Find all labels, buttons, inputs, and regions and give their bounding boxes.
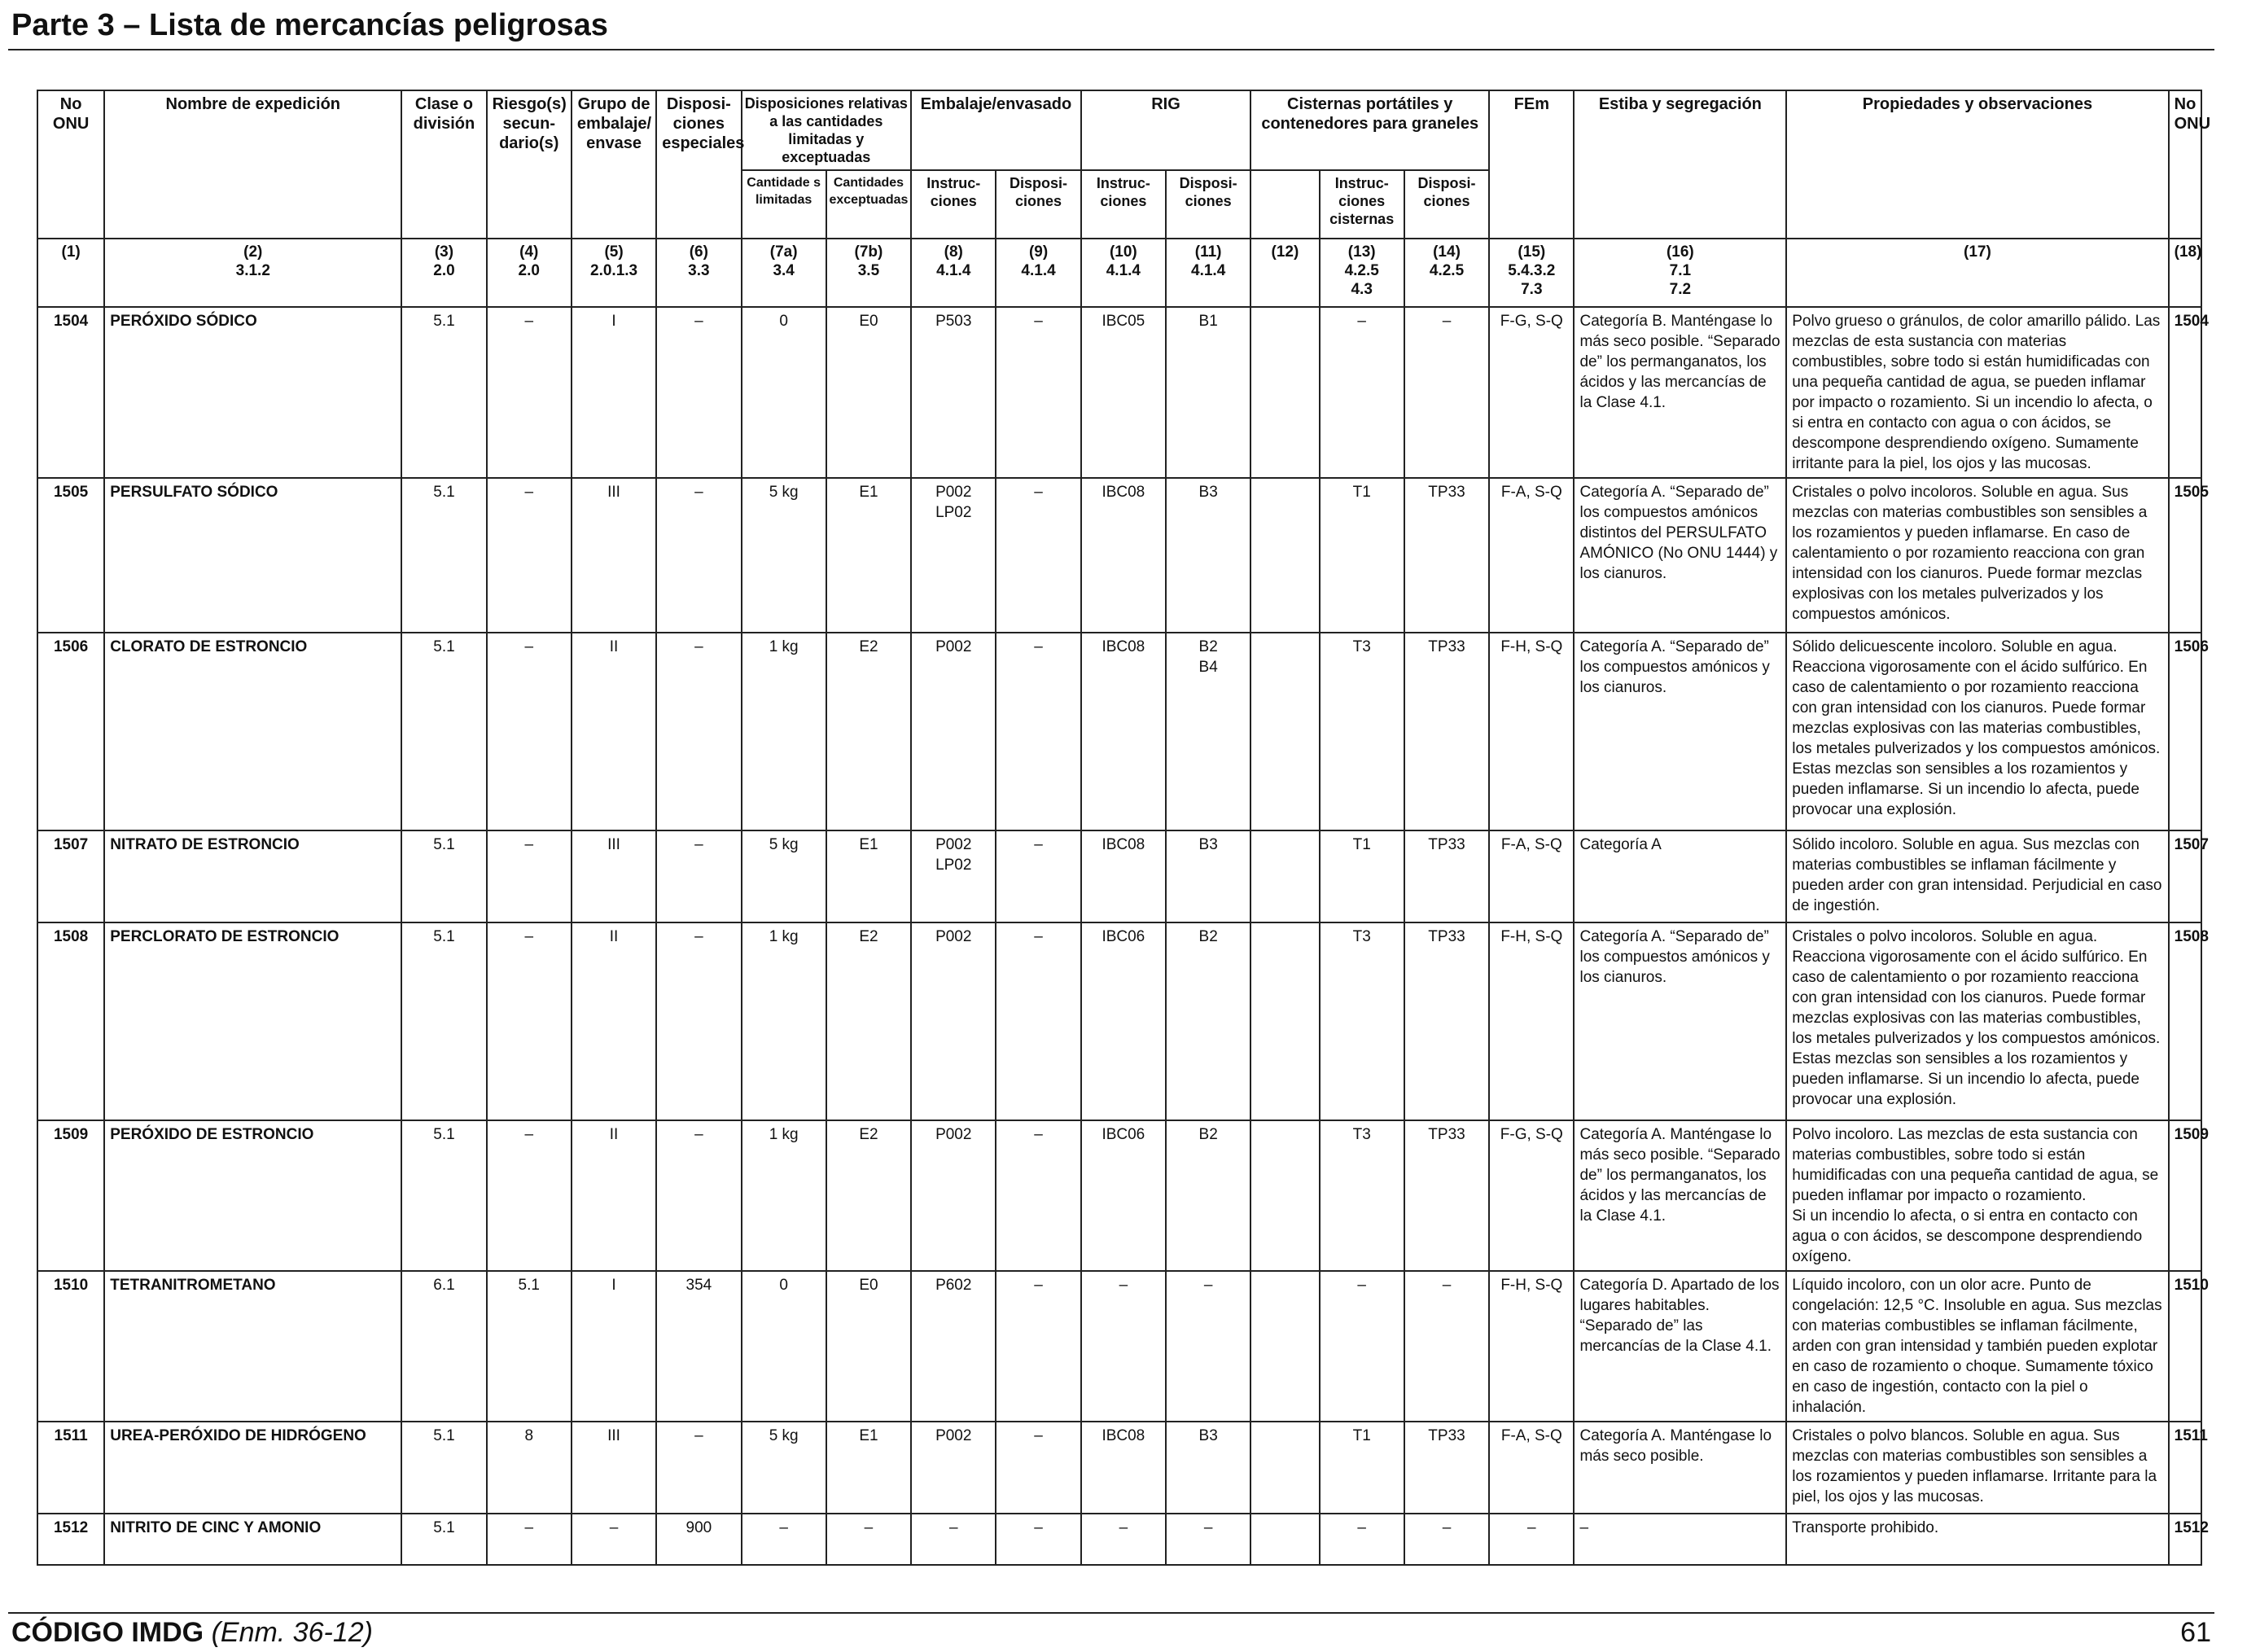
properties-observations-cell: Polvo grueso o gránulos, de color amarillo pálido. Las mezclas de esta sustancia con materias combustibles, sobre todo si están humidificadas con una pequeña cantidad de agua, se pueden inflamar por impacto o rozamiento. Si un incendio lo afecta, o si entra en contacto con agua o con ácidos, se descompone desprendiendo oxígeno. Sumamente irritante para la piel, los ojos y las mucosas. (1786, 307, 2168, 478)
column-reference-cell: (9) 4.1.4 (996, 239, 1080, 307)
properties-observations-cell: Sólido incoloro. Soluble en agua. Sus mezclas con materias combustibles se inflaman fácilmente y pueden arder con gran intensidad. Perjudicial en caso de ingestión. (1786, 830, 2168, 922)
packing-instruction-cell: P002 (911, 922, 996, 1120)
class-cell: 5.1 (401, 307, 486, 478)
table-row (37, 1422, 2201, 1514)
packing-group-cell: III (572, 1422, 656, 1514)
column-reference-cell: (8) 4.1.4 (911, 239, 996, 307)
ems-cell: F-A, S-Q (1489, 830, 1574, 922)
col-header-subsidiary-risk: Riesgo(s) secun-dario(s) (487, 90, 572, 239)
proper-shipping-name-cell: TETRANITROMETANO (104, 1271, 401, 1422)
column-12-cell (1250, 1271, 1319, 1422)
packing-provision-cell: – (996, 922, 1080, 1120)
column-reference-cell: (12) (1250, 239, 1319, 307)
packing-group-cell: II (572, 633, 656, 830)
packing-instruction-cell: P002 LP02 (911, 478, 996, 633)
page-title: Parte 3 – Lista de mercancías peligrosas (11, 8, 608, 42)
column-reference-cell: (13) 4.2.5 4.3 (1320, 239, 1404, 307)
subsidiary-risk-cell: – (487, 1120, 572, 1271)
packing-instruction-cell: P503 (911, 307, 996, 478)
excepted-quantity-cell: E1 (826, 830, 911, 922)
tank-provision-cell: TP33 (1404, 633, 1489, 830)
col-header-proper-name: Nombre de expedición (104, 90, 401, 239)
excepted-quantity-cell: E0 (826, 1271, 911, 1422)
column-12-cell (1250, 1120, 1319, 1271)
proper-shipping-name-cell: NITRITO DE CINC Y AMONIO (104, 1514, 401, 1565)
properties-observations-cell: Líquido incoloro, con un olor acre. Punto de congelación: 12,5 °C. Insoluble en agua. Sus mezclas con materias combustibles se inflaman fácilmente, arden con gran intensidad y también pueden explotar en caso de rozamiento o choque. Sumamente tóxico en caso de ingestión, contacto con la piel o inhalación. (1786, 1271, 2168, 1422)
ibc-instruction-cell: IBC06 (1081, 1120, 1166, 1271)
col-header-ibc: RIG (1081, 90, 1251, 170)
ibc-provision-cell: – (1166, 1514, 1250, 1565)
un-number-right-cell: 1510 (2169, 1271, 2201, 1422)
packing-group-cell: II (572, 922, 656, 1120)
class-cell: 5.1 (401, 478, 486, 633)
column-reference-cell: (5) 2.0.1.3 (572, 239, 656, 307)
tank-provision-cell: – (1404, 307, 1489, 478)
table-row (37, 830, 2201, 922)
footer-amendment: (Enm. 36-12) (211, 1617, 373, 1648)
stowage-segregation-cell: Categoría A. Manténgase lo más seco posible. “Separado de” los permanganatos, los ácidos y las mercancías de la Clase 4.1. (1574, 1120, 1786, 1271)
special-provisions-cell: 354 (656, 1271, 741, 1422)
col-header-tanks: Cisternas portátiles y contenedores para graneles (1250, 90, 1489, 170)
ems-cell: F-H, S-Q (1489, 633, 1574, 830)
ibc-provision-cell: B3 (1166, 1422, 1250, 1514)
column-reference-cell: (2) 3.1.2 (104, 239, 401, 307)
stowage-segregation-cell: Categoría A. “Separado de” los compuestos amónicos y los cianuros. (1574, 633, 1786, 830)
col-header-stowage: Estiba y segregación (1574, 90, 1786, 239)
column-reference-cell: (18) (2169, 239, 2201, 307)
proper-shipping-name-cell: NITRATO DE ESTRONCIO (104, 830, 401, 922)
col-header-packing-instructions: Instruc-ciones (911, 170, 996, 239)
tank-provision-cell: – (1404, 1514, 1489, 1565)
packing-group-cell: III (572, 830, 656, 922)
tank-instruction-cell: T1 (1320, 830, 1404, 922)
ems-cell: F-G, S-Q (1489, 1120, 1574, 1271)
stowage-segregation-cell: Categoría A (1574, 830, 1786, 922)
un-number-cell: 1508 (37, 922, 104, 1120)
class-cell: 5.1 (401, 633, 486, 830)
packing-provision-cell: – (996, 307, 1080, 478)
subsidiary-risk-cell: – (487, 478, 572, 633)
column-12-cell (1250, 830, 1319, 922)
column-reference-cell: (14) 4.2.5 (1404, 239, 1489, 307)
ems-cell: F-H, S-Q (1489, 1271, 1574, 1422)
un-number-cell: 1512 (37, 1514, 104, 1565)
table-row (37, 1514, 2201, 1565)
un-number-right-cell: 1507 (2169, 830, 2201, 922)
un-number-cell: 1509 (37, 1120, 104, 1271)
ibc-instruction-cell: IBC08 (1081, 830, 1166, 922)
stowage-segregation-cell: – (1574, 1514, 1786, 1565)
subsidiary-risk-cell: – (487, 633, 572, 830)
packing-provision-cell: – (996, 1120, 1080, 1271)
class-cell: 5.1 (401, 1422, 486, 1514)
table-row (37, 633, 2201, 830)
un-number-right-cell: 1508 (2169, 922, 2201, 1120)
column-reference-cell: (11) 4.1.4 (1166, 239, 1250, 307)
title-rule (8, 49, 2214, 50)
limited-quantity-cell: 1 kg (742, 633, 826, 830)
column-reference-cell: (17) (1786, 239, 2168, 307)
excepted-quantity-cell: E2 (826, 922, 911, 1120)
un-number-cell: 1506 (37, 633, 104, 830)
limited-quantity-cell: – (742, 1514, 826, 1565)
class-cell: 5.1 (401, 830, 486, 922)
limited-quantity-cell: 5 kg (742, 830, 826, 922)
col-header-special-provisions: Disposi-ciones especiales (656, 90, 741, 239)
tank-provision-cell: TP33 (1404, 830, 1489, 922)
ems-cell: F-A, S-Q (1489, 1422, 1574, 1514)
tank-instruction-cell: T3 (1320, 633, 1404, 830)
ibc-instruction-cell: IBC08 (1081, 1422, 1166, 1514)
ibc-instruction-cell: IBC08 (1081, 633, 1166, 830)
special-provisions-cell: – (656, 1422, 741, 1514)
column-12-cell (1250, 478, 1319, 633)
ibc-instruction-cell: IBC06 (1081, 922, 1166, 1120)
excepted-quantity-cell: E1 (826, 1422, 911, 1514)
tank-instruction-cell: T3 (1320, 1120, 1404, 1271)
col-header-ibc-instructions: Instruc-ciones (1081, 170, 1166, 239)
col-header-tank-instructions: Instruc-ciones cisternas (1320, 170, 1404, 239)
table-row (37, 922, 2201, 1120)
special-provisions-cell: – (656, 830, 741, 922)
packing-group-cell: I (572, 1271, 656, 1422)
ibc-provision-cell: B2 (1166, 1120, 1250, 1271)
column-reference-cell: (3) 2.0 (401, 239, 486, 307)
limited-quantity-cell: 0 (742, 1271, 826, 1422)
tank-instruction-cell: – (1320, 1514, 1404, 1565)
column-reference-cell: (15) 5.4.3.2 7.3 (1489, 239, 1574, 307)
column-reference-cell: (6) 3.3 (656, 239, 741, 307)
ibc-provision-cell: B2 (1166, 922, 1250, 1120)
col-header-packing-provisions: Disposi-ciones (996, 170, 1080, 239)
ibc-instruction-cell: IBC05 (1081, 307, 1166, 478)
col-header-tank-provisions: Disposi-ciones (1404, 170, 1489, 239)
properties-observations-cell: Transporte prohibido. (1786, 1514, 2168, 1565)
column-12-cell (1250, 307, 1319, 478)
un-number-right-cell: 1504 (2169, 307, 2201, 478)
ibc-provision-cell: B3 (1166, 478, 1250, 633)
col-header-properties: Propiedades y observaciones (1786, 90, 2168, 239)
un-number-right-cell: 1512 (2169, 1514, 2201, 1565)
limited-quantity-cell: 1 kg (742, 922, 826, 1120)
excepted-quantity-cell: E1 (826, 478, 911, 633)
class-cell: 5.1 (401, 922, 486, 1120)
col-header-un-no-right: No ONU (2169, 90, 2201, 239)
un-number-cell: 1511 (37, 1422, 104, 1514)
tank-provision-cell: TP33 (1404, 478, 1489, 633)
properties-observations-cell: Polvo incoloro. Las mezclas de esta sustancia con materias combustibles, sobre todo si están humidificadas con una pequeña cantidad de agua, se pueden inflamar por impacto o rozamiento. Si un incendio lo afecta, o si entra en contacto con agua o con ácidos, se descompone desprendiendo oxígeno. (1786, 1120, 2168, 1271)
tank-instruction-cell: T1 (1320, 478, 1404, 633)
packing-group-cell: I (572, 307, 656, 478)
tank-instruction-cell: T3 (1320, 922, 1404, 1120)
col-header-limited-excepted: Disposiciones relativas a las cantidades limitadas y exceptuadas (742, 90, 912, 170)
dangerous-goods-table (37, 90, 2211, 1566)
ibc-instruction-cell: – (1081, 1271, 1166, 1422)
class-cell: 6.1 (401, 1271, 486, 1422)
properties-observations-cell: Cristales o polvo incoloros. Soluble en agua. Reacciona vigorosamente con el ácido sulfúrico. En caso de calentamiento o por rozamiento reacciona con gran intensidad con los cianuros. Puede formar mezclas explosivas con las materias combustibles, los metales pulverizados y los compuestos amónicos. Estas mezclas son sensibles a los rozamientos y pueden inflamarse. Si un incendio lo afecta, puede provocar una explosión. (1786, 922, 2168, 1120)
limited-quantity-cell: 5 kg (742, 1422, 826, 1514)
ibc-provision-cell: B3 (1166, 830, 1250, 922)
ibc-provision-cell: B2 B4 (1166, 633, 1250, 830)
subsidiary-risk-cell: 5.1 (487, 1271, 572, 1422)
packing-provision-cell: – (996, 633, 1080, 830)
un-number-right-cell: 1506 (2169, 633, 2201, 830)
tank-instruction-cell: – (1320, 307, 1404, 478)
table-row (37, 478, 2201, 633)
footer-code-name: CÓDIGO IMDG (11, 1617, 204, 1648)
special-provisions-cell: – (656, 1120, 741, 1271)
page-number: 61 (2180, 1617, 2211, 1648)
un-number-right-cell: 1509 (2169, 1120, 2201, 1271)
col-header-class: Clase o división (401, 90, 486, 239)
subsidiary-risk-cell: – (487, 830, 572, 922)
stowage-segregation-cell: Categoría A. “Separado de” los compuestos amónicos distintos del PERSULFATO AMÓNICO (No ONU 1444) y los cianuros. (1574, 478, 1786, 633)
packing-provision-cell: – (996, 1422, 1080, 1514)
class-cell: 5.1 (401, 1120, 486, 1271)
col-header-limited-quantities: Cantidade s limitadas (742, 170, 826, 239)
un-number-cell: 1504 (37, 307, 104, 478)
stowage-segregation-cell: Categoría A. Manténgase lo más seco posible. (1574, 1422, 1786, 1514)
packing-provision-cell: – (996, 1514, 1080, 1565)
properties-observations-cell: Cristales o polvo incoloros. Soluble en agua. Sus mezclas con materias combustibles son sensibles a los rozamientos y pueden inflamarse. En caso de calentamiento o por rozamiento reacciona con gran intensidad con los cianuros. Puede formar mezclas explosivas con los metales pulverizados y los compuestos amónicos. (1786, 478, 2168, 633)
un-number-right-cell: 1505 (2169, 478, 2201, 633)
packing-instruction-cell: P002 (911, 1422, 996, 1514)
tank-provision-cell: TP33 (1404, 1422, 1489, 1514)
ems-cell: F-G, S-Q (1489, 307, 1574, 478)
packing-instruction-cell: P002 (911, 633, 996, 830)
col-header-col12 (1250, 170, 1319, 239)
proper-shipping-name-cell: CLORATO DE ESTRONCIO (104, 633, 401, 830)
packing-group-cell: – (572, 1514, 656, 1565)
column-12-cell (1250, 1422, 1319, 1514)
ems-cell: F-A, S-Q (1489, 478, 1574, 633)
packing-instruction-cell: P602 (911, 1271, 996, 1422)
special-provisions-cell: – (656, 922, 741, 1120)
stowage-segregation-cell: Categoría D. Apartado de los lugares habitables. “Separado de” las mercancías de la Clase 4.1. (1574, 1271, 1786, 1422)
column-reference-cell: (7a) 3.4 (742, 239, 826, 307)
excepted-quantity-cell: – (826, 1514, 911, 1565)
packing-instruction-cell: – (911, 1514, 996, 1565)
excepted-quantity-cell: E2 (826, 633, 911, 830)
excepted-quantity-cell: E2 (826, 1120, 911, 1271)
col-header-packing: Embalaje/envasado (911, 90, 1081, 170)
column-reference-cell: (10) 4.1.4 (1081, 239, 1166, 307)
limited-quantity-cell: 1 kg (742, 1120, 826, 1271)
packing-provision-cell: – (996, 830, 1080, 922)
special-provisions-cell: – (656, 307, 741, 478)
limited-quantity-cell: 5 kg (742, 478, 826, 633)
properties-observations-cell: Cristales o polvo blancos. Soluble en agua. Sus mezclas con materias combustibles son sensibles a los rozamientos y pueden inflamarse. Irritante para la piel, los ojos y las mucosas. (1786, 1422, 2168, 1514)
ibc-provision-cell: B1 (1166, 307, 1250, 478)
footer-code (11, 1617, 373, 1649)
col-header-ems: FEm (1489, 90, 1574, 239)
packing-group-cell: III (572, 478, 656, 633)
footer-rule (8, 1612, 2214, 1614)
column-reference-row (37, 239, 2201, 307)
un-number-cell: 1505 (37, 478, 104, 633)
subsidiary-risk-cell: 8 (487, 1422, 572, 1514)
un-number-right-cell: 1511 (2169, 1422, 2201, 1514)
column-reference-cell: (4) 2.0 (487, 239, 572, 307)
tank-provision-cell: – (1404, 1271, 1489, 1422)
column-12-cell (1250, 1514, 1319, 1565)
table-row (37, 307, 2201, 478)
column-12-cell (1250, 633, 1319, 830)
packing-instruction-cell: P002 (911, 1120, 996, 1271)
ibc-instruction-cell: IBC08 (1081, 478, 1166, 633)
excepted-quantity-cell: E0 (826, 307, 911, 478)
special-provisions-cell: – (656, 633, 741, 830)
tank-provision-cell: TP33 (1404, 922, 1489, 1120)
un-number-cell: 1510 (37, 1271, 104, 1422)
subsidiary-risk-cell: – (487, 922, 572, 1120)
ems-cell: – (1489, 1514, 1574, 1565)
tank-instruction-cell: – (1320, 1271, 1404, 1422)
proper-shipping-name-cell: UREA-PERÓXIDO DE HIDRÓGENO (104, 1422, 401, 1514)
subsidiary-risk-cell: – (487, 1514, 572, 1565)
header-row-1 (37, 90, 2201, 170)
proper-shipping-name-cell: PERÓXIDO DE ESTRONCIO (104, 1120, 401, 1271)
packing-provision-cell: – (996, 1271, 1080, 1422)
subsidiary-risk-cell: – (487, 307, 572, 478)
column-12-cell (1250, 922, 1319, 1120)
un-number-cell: 1507 (37, 830, 104, 922)
packing-group-cell: II (572, 1120, 656, 1271)
table-row (37, 1271, 2201, 1422)
column-reference-cell: (7b) 3.5 (826, 239, 911, 307)
packing-provision-cell: – (996, 478, 1080, 633)
tank-instruction-cell: T1 (1320, 1422, 1404, 1514)
special-provisions-cell: – (656, 478, 741, 633)
col-header-packing-group: Grupo de embalaje/ envase (572, 90, 656, 239)
class-cell: 5.1 (401, 1514, 486, 1565)
stowage-segregation-cell: Categoría B. Manténgase lo más seco posible. “Separado de” los permanganatos, los ácidos y las mercancías de la Clase 4.1. (1574, 307, 1786, 478)
ibc-provision-cell: – (1166, 1271, 1250, 1422)
tank-provision-cell: TP33 (1404, 1120, 1489, 1271)
col-header-ibc-provisions: Disposi-ciones (1166, 170, 1250, 239)
proper-shipping-name-cell: PERCLORATO DE ESTRONCIO (104, 922, 401, 1120)
packing-instruction-cell: P002 LP02 (911, 830, 996, 922)
col-header-excepted-quantities: Cantidades exceptuadas (826, 170, 911, 239)
proper-shipping-name-cell: PERÓXIDO SÓDICO (104, 307, 401, 478)
properties-observations-cell: Sólido delicuescente incoloro. Soluble en agua. Reacciona vigorosamente con el ácido sulfúrico. En caso de calentamiento o por rozamiento reacciona con gran intensidad con los cianuros. Puede formar mezclas explosivas con las materias combustibles, los metales pulverizados y los compuestos amónicos. Estas mezclas son sensibles a los rozamientos y pueden inflamarse. Si un incendio lo afecta, puede provocar una explosión. (1786, 633, 2168, 830)
col-header-un-no: No ONU (37, 90, 104, 239)
column-reference-cell: (1) (37, 239, 104, 307)
table-row (37, 1120, 2201, 1271)
ibc-instruction-cell: – (1081, 1514, 1166, 1565)
stowage-segregation-cell: Categoría A. “Separado de” los compuestos amónicos y los cianuros. (1574, 922, 1786, 1120)
limited-quantity-cell: 0 (742, 307, 826, 478)
ems-cell: F-H, S-Q (1489, 922, 1574, 1120)
special-provisions-cell: 900 (656, 1514, 741, 1565)
proper-shipping-name-cell: PERSULFATO SÓDICO (104, 478, 401, 633)
column-reference-cell: (16) 7.1 7.2 (1574, 239, 1786, 307)
